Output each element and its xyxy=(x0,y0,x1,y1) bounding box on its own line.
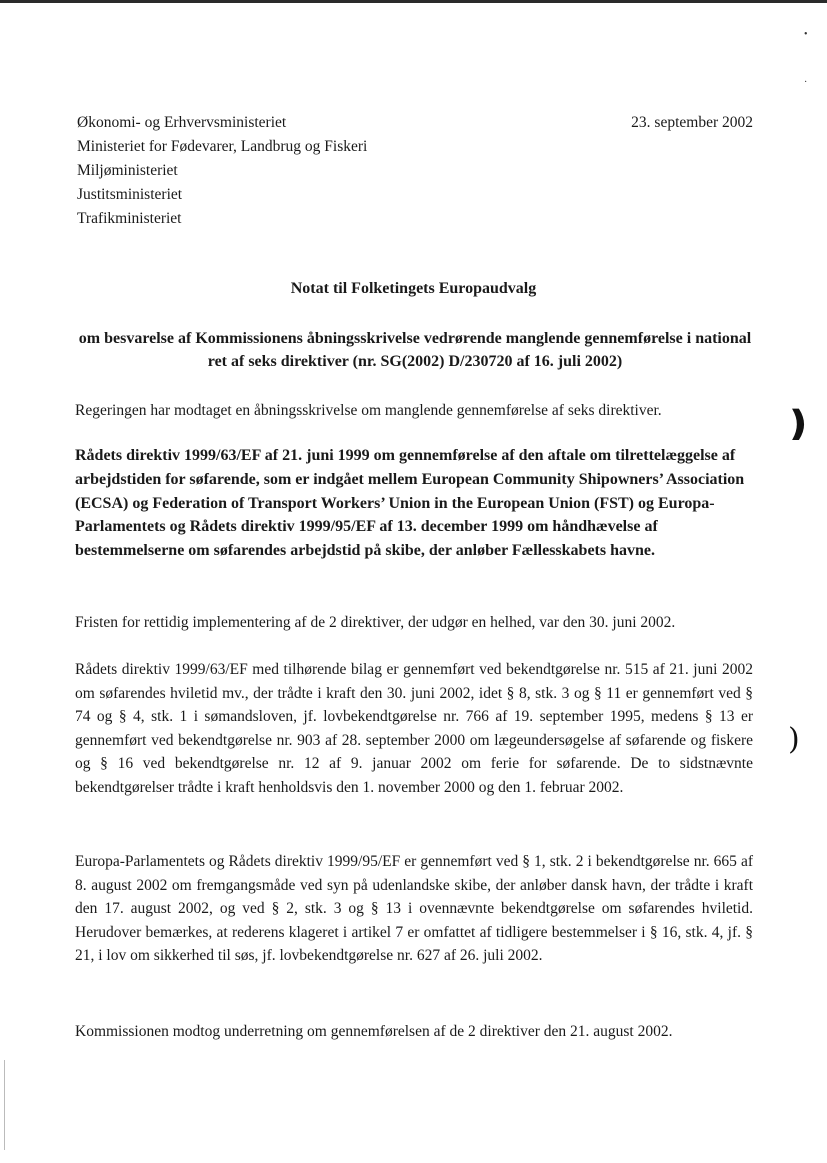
ministry-name: Justitsministeriet xyxy=(77,186,183,203)
document-date: 23. september 2002 xyxy=(631,114,753,131)
scan-speck: • xyxy=(804,29,808,40)
ministry-name: Miljøministeriet xyxy=(77,162,178,179)
scan-left-edge xyxy=(4,1060,5,1150)
intro-paragraph: Regeringen har modtaget en åbningsskrivelse om manglende gennemførelse af seks direktiver. xyxy=(75,402,662,419)
ministry-name: Økonomi- og Erhvervsministeriet xyxy=(77,114,287,131)
section-heading: Rådets direktiv 1999/63/EF af 21. juni 1999 om gennemførelse af den aftale om tilrettelæggelse af arbejdstiden for søfarende, som er indgået mellem European Community Shipowners’ Association (ECSA) og Federation of Transport Workers’ Union in the European Union (FST) og Europa-Parlamentets og Rådets direktiv 1999/95/EF af 13. december 1999 om håndhævelse af bestemmelserne om søfarendes arbejdstid på skibe, der anløber Fællesskabets havne. xyxy=(75,447,745,560)
ministry-list xyxy=(77,111,367,231)
punch-hole-mark: ) xyxy=(788,722,800,757)
document-title: Notat til Folketingets Europaudvalg xyxy=(290,280,537,297)
body-paragraph: Kommissionen modtog underretning om gennemførelsen af de 2 direktiver den 21. august 2002. xyxy=(75,1023,673,1040)
punch-hole-mark: ❫ xyxy=(784,404,813,444)
scan-top-border xyxy=(0,0,827,3)
body-paragraph: Rådets direktiv 1999/63/EF med tilhørende bilag er gennemført ved bekendtgørelse nr. 515 af 21. juni 2002 om søfarendes hviletid mv., der trådte i kraft den 30. juni 2002, idet § 8, stk. 3 og § 11 er gennemført ved § 74 og § 4, stk. 1 i sømandsloven, jf. lovbekendtgørelse nr. 766 af 19. september 1995, medens § 13 er gennemført ved bekendtgørelse nr. 903 af 28. september 2000 om lægeundersøgelse af søfarende og fiskere og § 16 ved bekendtgørelse nr. 12 af 9. januar 2002 om ferie for søfarende. De to sidstnævnte bekendtgørelser trådte i kraft henholdsvis den 1. november 2000 og den 1. februar 2002. xyxy=(75,661,753,796)
body-paragraph: Europa-Parlamentets og Rådets direktiv 1999/95/EF er gennemført ved § 1, stk. 2 i bekendtgørelse nr. 665 af 8. august 2002 om fremgangsmåde ved syn på udenlandske skibe, der anløber dansk havn, der trådte i kraft den 17. august 2002, og ved § 2, stk. 3 og § 13 i ovennævnte bekendtgørelse om søfarendes hviletid. Herudover bemærkes, at rederens klageret i artikel 7 er omfattet af tidligere bestemmelser i § 16, stk. 4, jf. § 21, i lov om sikkerhed til søs, jf. lovbekendtgørelse nr. 627 af 26. juli 2002. xyxy=(75,853,753,964)
document-subtitle: om besvarelse af Kommissionens åbningsskrivelse vedrørende manglende gennemførelse i national ret af seks direktiver (nr. SG(2002) D/230720 af 16. juli 2002) xyxy=(78,330,752,370)
ministry-name: Ministeriet for Fødevarer, Landbrug og Fiskeri xyxy=(77,138,368,155)
body-paragraph: Fristen for rettidig implementering af de 2 direktiver, der udgør en helhed, var den 30. juni 2002. xyxy=(75,614,676,631)
ministry-name: Trafikministeriet xyxy=(77,210,182,227)
scan-speck: · xyxy=(804,77,808,88)
